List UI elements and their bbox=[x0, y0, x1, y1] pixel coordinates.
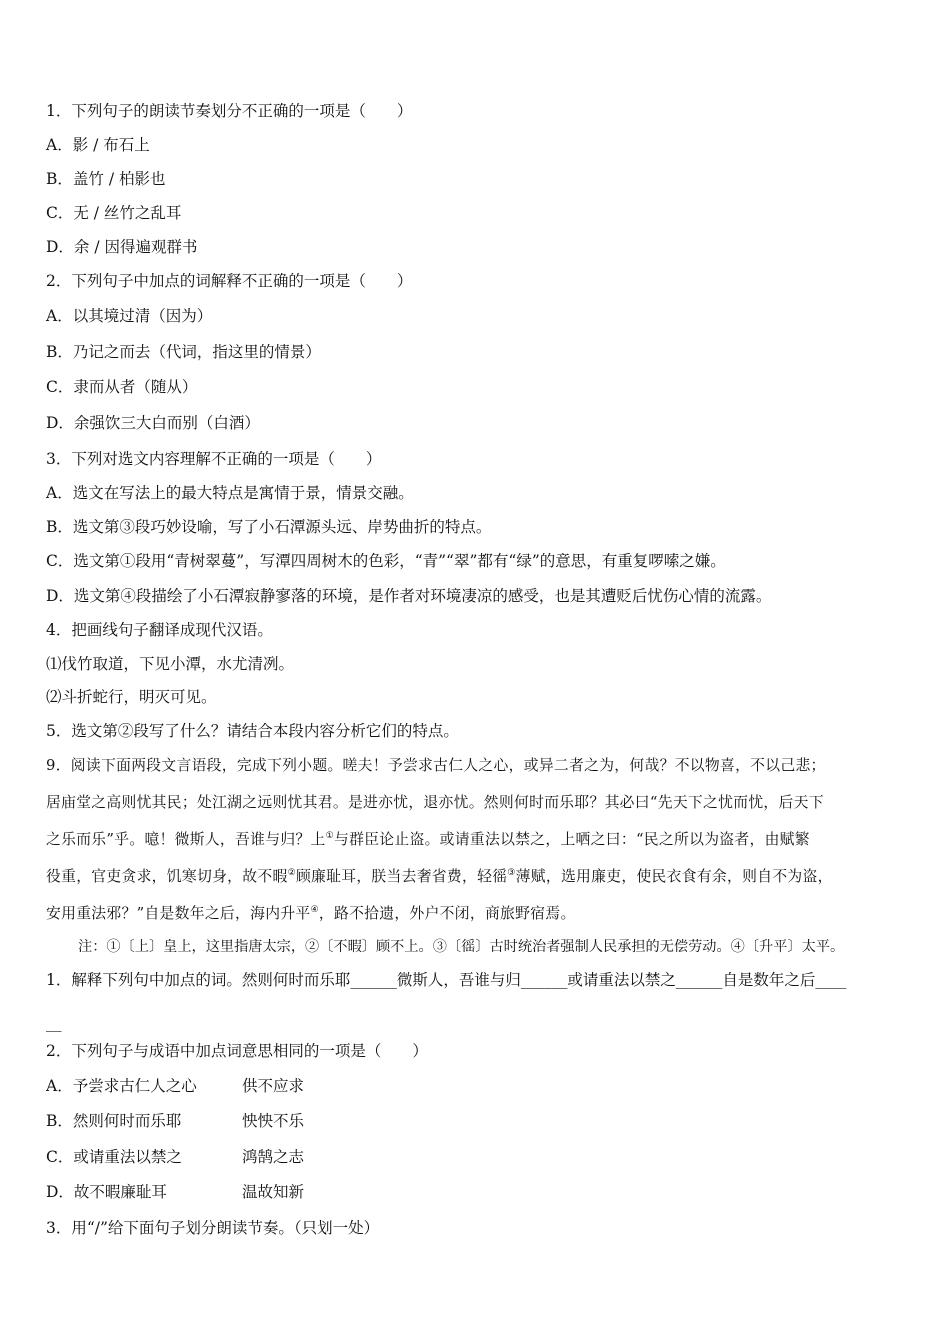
q2-option-a: A．以其境过清（因为） bbox=[46, 307, 213, 325]
q1-option-c: C．无 / 丝竹之乱耳 bbox=[46, 204, 182, 222]
q3-option-a: A．选文在写法上的最大特点是寓情于景，情景交融。 bbox=[46, 484, 414, 502]
footnote-mark-4: ④ bbox=[310, 905, 319, 916]
q4-item-1: ⑴伐竹取道，下见小潭，水尤清冽。 bbox=[46, 655, 295, 673]
s2-option-a-sentence: A．予尝求古仁人之心 bbox=[46, 1077, 197, 1095]
footnote-mark-1: ① bbox=[325, 831, 334, 842]
q1-option-d: D．余 / 因得遍观群书 bbox=[46, 238, 198, 256]
s3-stem: 3．用“/”给下面句子划分朗读节奏。（只划一处） bbox=[46, 1219, 380, 1237]
q9-line4-text-b: 顾廉耻耳，朕当去奢省费，轻徭 bbox=[295, 868, 508, 885]
q9-footnotes: 注：①〔上〕皇上，这里指唐太宗，②〔不暇〕顾不上。③〔徭〕古时统治者强制人民承担的无偿劳动。④〔升平〕太平。 bbox=[78, 939, 845, 955]
q2-option-c: C．隶而从者（随从） bbox=[46, 378, 198, 396]
q9-line5-text-a: 安用重法邪？”自是数年之后，海内升平 bbox=[46, 905, 311, 922]
s2-option-c-sentence: C．或请重法以禁之 bbox=[46, 1148, 182, 1166]
q4-item-2: ⑵斗折蛇行，明灭可见。 bbox=[46, 688, 217, 706]
q9-passage-line-2: 居庙堂之高则忧其民；处江湖之远则忧其君。是进亦忧，退亦忧。然则何时而乐耶？其必曰“先天下之忧而忧，后天下 bbox=[46, 794, 824, 811]
s1-stem-continued: __ bbox=[46, 1014, 62, 1032]
footnote-mark-2: ② bbox=[287, 868, 296, 879]
s2-option-c bbox=[46, 1147, 304, 1167]
q4-stem: 4．把画线句子翻译成现代汉语。 bbox=[46, 621, 273, 639]
s2-option-c-idiom: 鸿鹄之志 bbox=[242, 1148, 305, 1166]
q1-stem: 1．下列句子的朗读节奏划分不正确的一项是（ ） bbox=[46, 102, 413, 120]
s2-option-a bbox=[46, 1076, 304, 1096]
q9-line4-text-c: 薄赋，选用廉吏，使民衣食有余，则自不为盗， bbox=[515, 868, 833, 885]
s2-option-b-sentence: B．然则何时而乐耶 bbox=[46, 1112, 182, 1130]
s2-option-d-sentence: D．故不暇廉耻耳 bbox=[46, 1183, 167, 1201]
s2-option-d bbox=[46, 1182, 304, 1202]
s2-option-a-idiom: 供不应求 bbox=[242, 1077, 305, 1095]
s1-stem: 1．解释下列句中加点的词。然则何时而乐耶______微斯人，吾谁与归______或请重法以禁之______自是数年之后____ bbox=[46, 971, 847, 989]
q9-passage-line-4 bbox=[46, 867, 833, 887]
q2-option-d: D．余强饮三大白而别（白酒） bbox=[46, 414, 260, 432]
footnote-mark-3: ③ bbox=[507, 868, 516, 879]
s2-option-b bbox=[46, 1111, 304, 1131]
q9-passage-line-3 bbox=[46, 830, 810, 850]
q2-stem: 2．下列句子中加点的词解释不正确的一项是（ ） bbox=[46, 272, 413, 290]
q3-option-d: D．选文第④段描绘了小石潭寂静寥落的环境，是作者对环境凄凉的感受，也是其遭贬后忧伤心情的流露。 bbox=[46, 587, 772, 605]
q3-option-c: C．选文第①段用“青树翠蔓”，写潭四周树木的色彩，“青”“翠”都有“绿”的意思，有重复啰嗦之嫌。 bbox=[46, 552, 726, 570]
q9-line5-text-b: ，路不拾遗，外户不闭，商旅野宿焉。 bbox=[318, 905, 576, 922]
s2-stem: 2．下列句子与成语中加点词意思相同的一项是（ ） bbox=[46, 1042, 428, 1060]
q5-stem: 5．选文第②段写了什么？请结合本段内容分析它们的特点。 bbox=[46, 722, 459, 740]
q9-passage-line-1: 9．阅读下面两段文言语段，完成下列小题。嗟夫！予尝求古仁人之心，或异二者之为，何哉？不以物喜，不以己悲； bbox=[46, 757, 826, 774]
q9-line3-text-b: 与群臣论止盗。或请重法以禁之，上哂之曰：“民之所以为盗者，由赋繁 bbox=[334, 831, 810, 848]
q9-line4-text-a: 役重，官吏贪求，饥寒切身，故不暇 bbox=[46, 868, 288, 885]
q2-option-b: B．乃记之而去（代词，指这里的情景） bbox=[46, 343, 321, 361]
q3-option-b: B．选文第③段巧妙设喻，写了小石潭源头远、岸势曲折的特点。 bbox=[46, 518, 492, 536]
s2-option-d-idiom: 温故知新 bbox=[242, 1183, 305, 1201]
q9-line3-text-a: 之乐而乐”乎。噫！微斯人，吾谁与归？上 bbox=[46, 831, 326, 848]
q3-stem: 3．下列对选文内容理解不正确的一项是（ ） bbox=[46, 450, 382, 468]
q1-option-b: B．盖竹 / 柏影也 bbox=[46, 170, 166, 188]
s2-option-b-idiom: 怏怏不乐 bbox=[242, 1112, 305, 1130]
q9-passage-line-5 bbox=[46, 904, 576, 924]
q1-option-a: A．影 / 布石上 bbox=[46, 136, 150, 154]
